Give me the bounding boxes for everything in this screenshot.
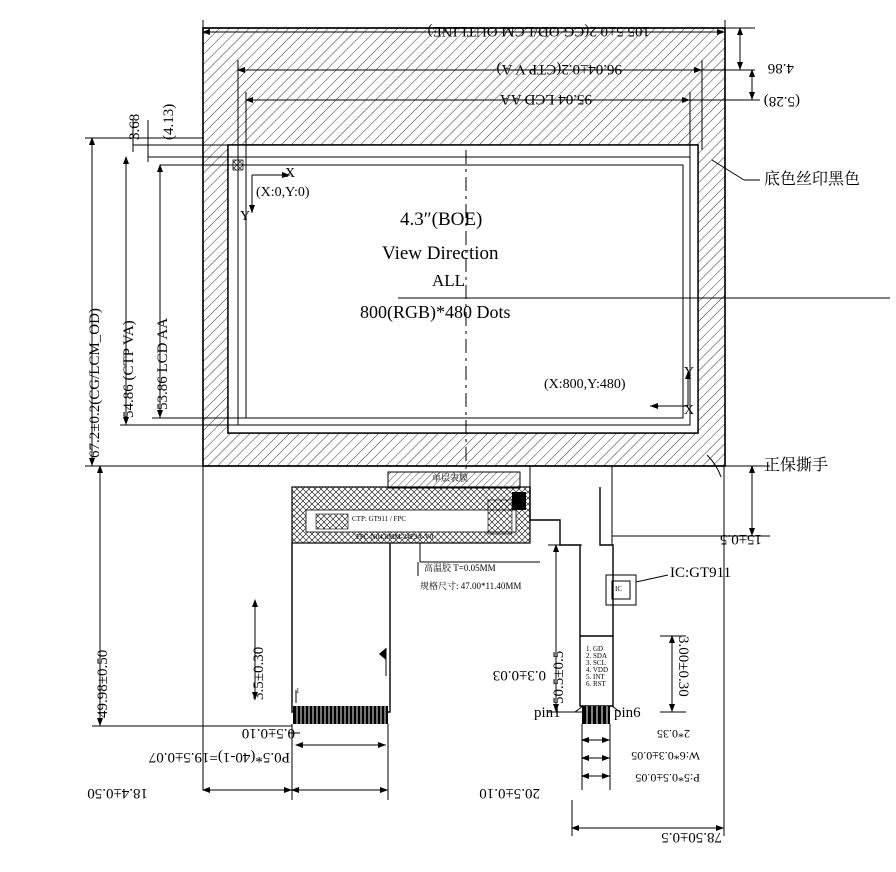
- dim-78-50: 78.50±0.5: [661, 829, 722, 845]
- dim-ctp-va: 96.04±0.2(CTP V A): [496, 61, 622, 77]
- dim-20-5: 20.5±0.10: [479, 785, 540, 801]
- dim-right-15: 15±0.5: [720, 531, 762, 547]
- dim-67-2: 67.2±0.2(CG/LCM_OD): [87, 308, 103, 458]
- origin-axis-x2: X: [684, 403, 695, 418]
- note-adhesive: 高温胶 T=0.05MM: [424, 563, 496, 573]
- dim-w6x0-3: W:6*0.3±0.05: [631, 749, 700, 763]
- origin-top-left: (X:0,Y:0): [256, 185, 310, 200]
- dim-p0-5: P0.5*(40-1)=19.5±0.07: [148, 749, 290, 765]
- dim-54-86: 54.86 (CTP VA): [121, 320, 137, 418]
- callout-protective-tab: 正保撕手: [764, 457, 829, 474]
- origin-axis-y: Y: [240, 209, 251, 224]
- callout-black-ink: 底色丝印黑色: [764, 171, 861, 188]
- note-spec-size: 规格尺寸: 47.00*11.40MM: [420, 581, 522, 591]
- ctp-pin-1: 1. GD: [586, 645, 604, 653]
- dim-2x0-35: 2*0.35: [657, 727, 690, 741]
- dim-53-86: 53.86 LCD AA: [155, 317, 171, 410]
- ctp-pin-6: 6. RST: [586, 680, 606, 688]
- origin-bottom-right: (X:800,Y:480): [544, 377, 626, 392]
- dim-p5x0-5: P:5*0.5±0.05: [635, 771, 700, 785]
- ctp-pin-5: 5. INT: [586, 673, 605, 681]
- callout-single-layer: 单层表膜: [432, 473, 469, 483]
- ctp-pin-2: 2. SDA: [586, 652, 608, 660]
- dim-lcd-aa-top: 95.04 LCD AA: [499, 91, 592, 107]
- dim-49-98: 49.98±0.50: [95, 649, 111, 718]
- ctp-pin-3: 3. SCL: [586, 659, 606, 667]
- label-pin1: pin1: [534, 705, 561, 721]
- dim-4-13: (4.13): [161, 103, 177, 140]
- note-fpc-code: FPC-N04.8MM-24P3A-V0: [356, 533, 434, 541]
- panel-size-vendor: 4.3″(BOE): [400, 209, 483, 230]
- dim-18-4: 18.4±0.50: [87, 785, 148, 801]
- resolution-text: 800(RGB)*480 Dots: [360, 302, 511, 322]
- callout-ic: IC:GT911: [670, 565, 732, 581]
- origin-axis-x: X: [285, 166, 296, 181]
- ctp-pin-4: 4. VDD: [586, 666, 609, 674]
- dim-right-5-28: (5.28): [763, 93, 800, 109]
- dim-3-00: 3.00±0.30: [675, 636, 691, 697]
- dim-right-4-86: 4.86: [767, 60, 794, 76]
- label-pin6: pin6: [614, 705, 641, 721]
- dim-cg-od-lcm-outline: 105.5±0.2(CG OD/LCM OUTLINE): [427, 23, 650, 39]
- dim-0-5: 0.5±0.10: [241, 725, 295, 741]
- label-fpc-pin1: 1: [296, 687, 300, 695]
- dim-3-68: 3.68: [127, 113, 143, 140]
- ctp-pin-list: [586, 646, 608, 688]
- dim-3-5: 3.5±0.30: [251, 646, 267, 700]
- view-direction-value: ALL: [432, 271, 466, 290]
- dim-0-3: 0.3±0.03: [492, 667, 546, 683]
- view-direction-label: View Direction: [382, 243, 499, 264]
- label-ic-box: IC: [615, 585, 622, 593]
- origin-axis-y2: Y: [684, 365, 695, 380]
- note-ctp-label: CTP: GT911 / FPC: [352, 515, 407, 523]
- dim-50-5: 50.5±0.5: [551, 650, 567, 704]
